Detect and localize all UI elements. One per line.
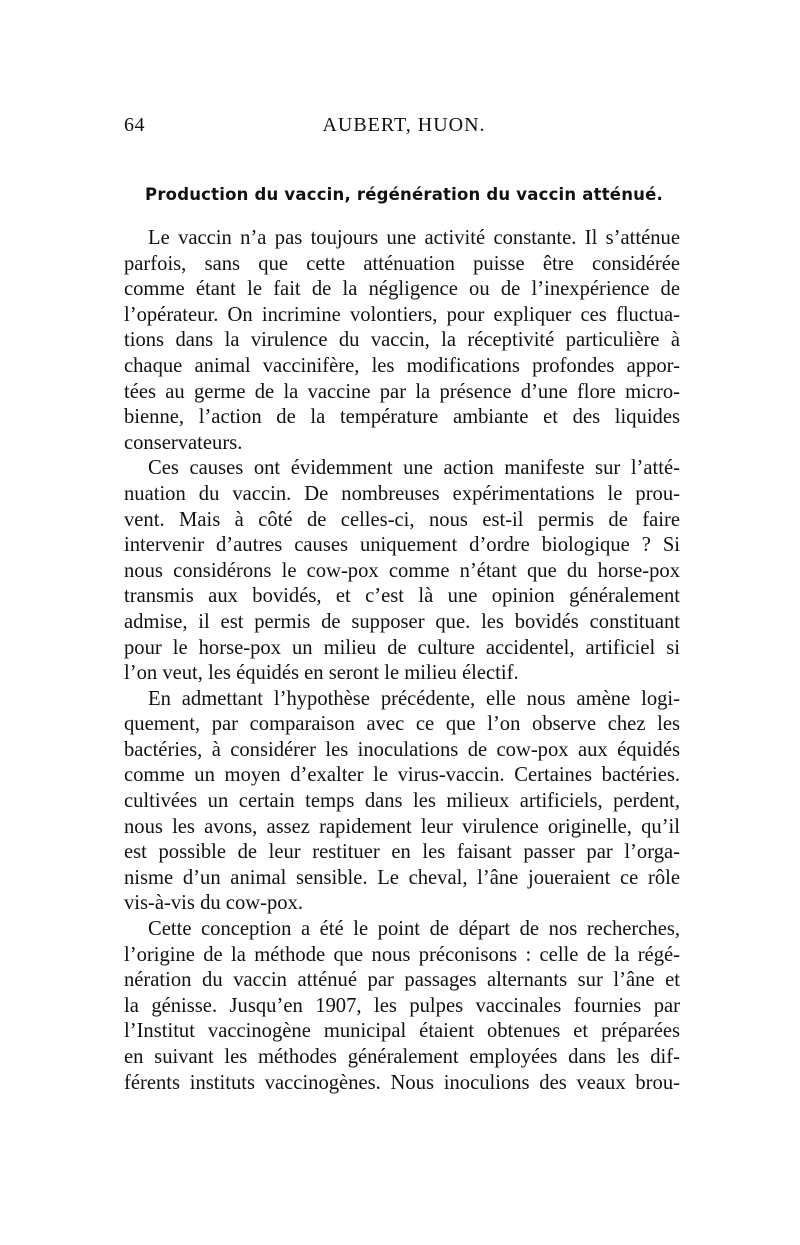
text-line: nous considérons le cow-pox comme n’étant que du horse-pox	[124, 559, 680, 582]
text-line: Ces causes ont évidemment une action manifeste sur l’atté-	[148, 457, 680, 480]
text-line: pour le horse-pox un milieu de culture accidentel, artificiel si	[124, 636, 680, 659]
text-line: nous les avons, assez rapidement leur virulence originelle, qu’il	[124, 815, 680, 838]
text-line: la génisse. Jusqu’en 1907, les pulpes vaccinales fournies par	[124, 994, 680, 1017]
running-title: AUBERT, HUON.	[322, 114, 486, 136]
text-line: intervenir d’autres causes uniquement d’ordre biologique ? Si	[124, 534, 680, 557]
text-line: l’Institut vaccinogène municipal étaient obtenues et préparées	[124, 1020, 680, 1043]
text-line: férents instituts vaccinogènes. Nous inoculions des veaux brou-	[124, 1071, 680, 1094]
paragraph-2	[124, 456, 680, 686]
text-line: conservateurs.	[124, 431, 243, 454]
text-line: transmis aux bovidés, et c’est là une opinion généralement	[124, 585, 680, 608]
page-number: 64	[124, 114, 145, 136]
body-text	[124, 226, 680, 1096]
text-line: tées au germe de la vaccine par la présence d’une flore micro-	[124, 380, 680, 403]
text-line: vis-à-vis du cow-pox.	[124, 892, 304, 915]
text-line: en suivant les méthodes généralement employées dans les dif-	[124, 1046, 680, 1068]
text-line: l’opérateur. On incrimine volontiers, pour expliquer ces fluctua-	[124, 303, 680, 326]
text-line: chaque animal vaccinifère, les modifications profondes appor-	[124, 354, 680, 377]
text-line: Le vaccin n’a pas toujours une activité constante. Il s’atténue	[148, 227, 680, 249]
text-line: est possible de leur restituer en les faisant passer par l’orga-	[124, 841, 680, 864]
paragraph-1	[124, 226, 680, 456]
text-line: comme étant le fait de la négligence ou de l’inexpérience de	[124, 278, 680, 301]
text-line: l’on veut, les équidés en seront le milieu électif.	[124, 662, 519, 685]
text-line: bactéries, à considérer les inoculations de cow-pox aux équidés	[124, 738, 680, 761]
text-line: l’origine de la méthode que nous préconisons : celle de la régé-	[124, 943, 680, 966]
text-line: cultivées un certain temps dans les milieux artificiels, perdent,	[124, 790, 680, 813]
text-line: nération du vaccin atténué par passages alternants sur l’âne et	[124, 969, 680, 992]
paragraph-3	[124, 687, 680, 917]
section-title: Production du vaccin, régénération du vaccin atténué.	[145, 185, 663, 204]
text-line: nisme d’un animal sensible. Le cheval, l’âne joueraient ce rôle	[124, 866, 680, 889]
text-line: comme un moyen d’exalter le virus-vaccin. Certaines bactéries.	[124, 764, 680, 787]
text-line: En admettant l’hypothèse précédente, elle nous amène logi-	[148, 687, 680, 710]
text-line: nuation du vaccin. De nombreuses expérimentations le prou-	[124, 482, 680, 505]
text-line: vent. Mais à côté de celles-ci, nous est-il permis de faire	[124, 508, 680, 531]
text-line: tions dans la virulence du vaccin, la réceptivité particulière à	[124, 329, 680, 352]
text-line: parfois, sans que cette atténuation puisse être considérée	[124, 252, 680, 275]
running-head	[124, 114, 684, 142]
text-line: admise, il est permis de supposer que. les bovidés constituant	[124, 610, 680, 633]
text-line: Cette conception a été le point de départ de nos recherches,	[148, 918, 680, 941]
text-line: bienne, l’action de la température ambiante et des liquides	[124, 406, 680, 429]
paragraph-4	[124, 917, 680, 1096]
text-line: quement, par comparaison avec ce que l’on observe chez les	[124, 713, 680, 736]
